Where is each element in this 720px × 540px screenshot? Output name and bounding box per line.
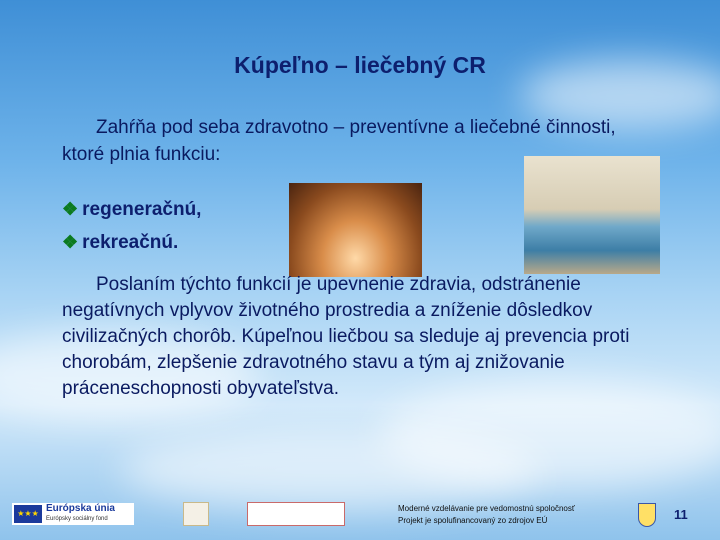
eu-logo: [12, 503, 134, 525]
bullet-text: regeneračnú,: [82, 199, 202, 220]
slide-title: Kúpeľno – liečebný CR: [234, 52, 486, 78]
spa-relaxation-photo: [289, 183, 422, 277]
eu-logo-title: Európska únia: [46, 503, 115, 514]
project-note-line2: Projekt je spolufinancovaný zo zdrojov EÚ: [398, 516, 548, 525]
partner-logo-icon: [183, 502, 209, 526]
bullet-list: [62, 193, 201, 259]
bullet-item: [62, 193, 201, 226]
diamond-bullet-icon: ❖: [62, 199, 79, 219]
bullet-text: rekreačnú.: [82, 232, 179, 253]
footer-bar: [0, 495, 720, 540]
program-logo-icon: [247, 502, 345, 526]
page-number: 11: [674, 507, 688, 522]
intro-paragraph: Zahŕňa pod seba zdravotno – preventívne a liečebné činnosti, ktoré plnia funkciu:: [62, 117, 616, 165]
body-paragraph: Poslaním týchto funkcií je upevnenie zdravia, odstránenie negatívnych vplyvov životného prostredia a zníženie dôsledkov civilizačných chorôb. Kúpeľnou liečbou sa sleduje aj prevencia proti chorobám, zlepšenie zdravotného stavu a tým aj znižovanie práceneschopnosti obyvateľstva.: [62, 274, 630, 399]
project-note-line1: Moderné vzdelávanie pre vedomostnú spoločnosť: [398, 504, 575, 513]
spa-pool-treatment-photo: [524, 156, 660, 274]
eu-flag-icon: ★★★: [14, 505, 42, 523]
eu-logo-subtitle: Európsky sociálny fond: [46, 516, 108, 522]
project-note: [398, 503, 633, 527]
diamond-bullet-icon: ❖: [62, 232, 79, 252]
school-crest-icon: [638, 503, 656, 527]
bullet-item: [62, 226, 201, 259]
